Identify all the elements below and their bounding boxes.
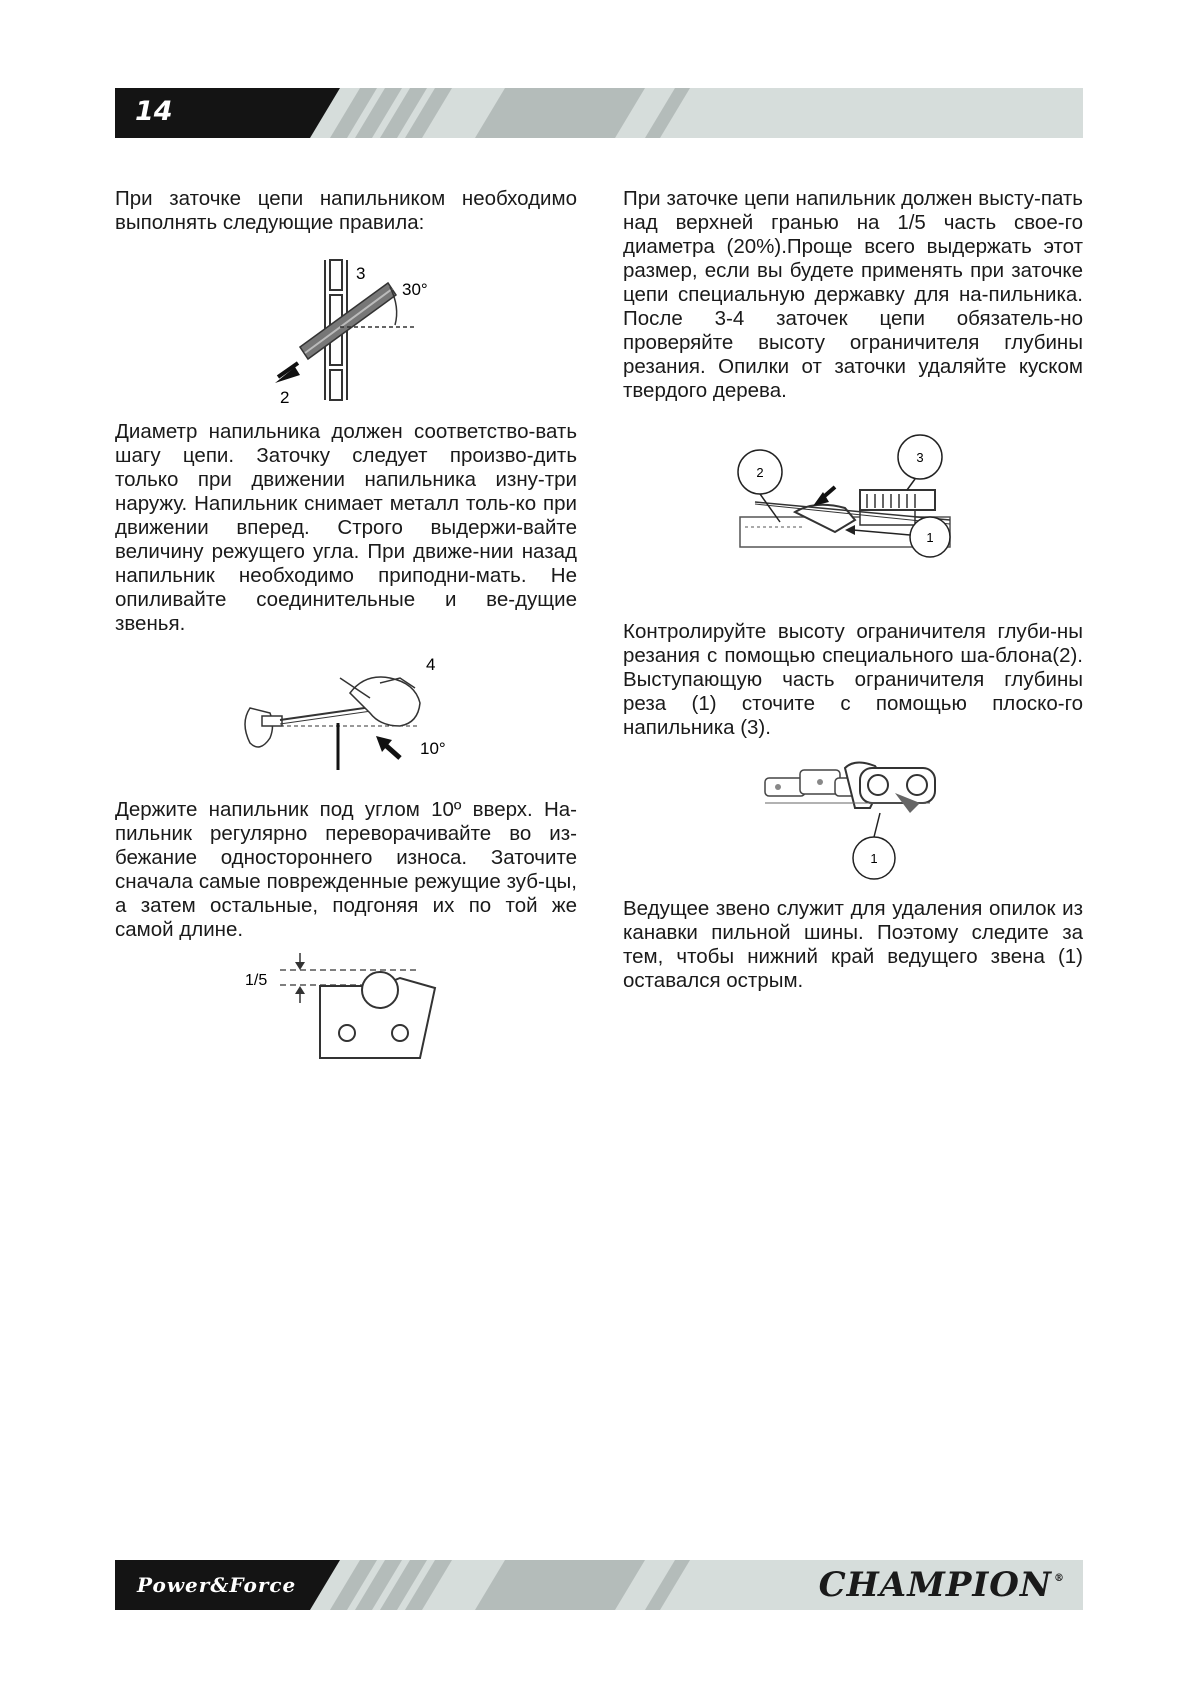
footer-band bbox=[115, 1560, 1083, 1610]
header-band bbox=[115, 88, 1083, 138]
right-paragraph-1: При заточке цепи напильник должен высту-пать над верхней гранью на 1/5 часть свое-го диаметра (20%).Проще всего выдержать этот размер, если вы будете применять при заточке цепи специальную державку для на-пильника. После 3-4 заточек цепи обязатель-но проверяйте высоту ограничителя глубины резания. Опилки от заточки удаляйте куском твердого дерева. bbox=[623, 187, 1083, 402]
figure-depth-gauge bbox=[735, 432, 965, 592]
fig2-label-4: 4 bbox=[426, 655, 436, 674]
fig1-label-2: 2 bbox=[280, 388, 290, 405]
champion-logo bbox=[819, 1565, 1065, 1605]
champion-logo-text: CHAMPION bbox=[818, 1565, 1052, 1605]
fig1-label-3: 3 bbox=[356, 264, 366, 283]
header-stripes bbox=[115, 88, 1083, 138]
figure-drive-link bbox=[760, 758, 940, 883]
trademark-symbol: ® bbox=[1054, 1573, 1065, 1584]
figure-file-angle-30 bbox=[270, 255, 450, 405]
left-paragraph-1: При заточке цепи напильником необходимо выполнять следующие правила: bbox=[115, 187, 577, 234]
fig4-callout-1: 1 bbox=[926, 530, 934, 545]
fig4-callout-2: 2 bbox=[756, 465, 764, 480]
left-paragraph-3: Держите напильник под углом 10º вверх. На-пильник регулярно переворачивайте во из-бежание одностороннего износа. Заточите сначала самые поврежденные режущие зуб-цы, а затем остальные, подгоняя их по той же самой длине. bbox=[115, 798, 577, 941]
fig5-callout-1: 1 bbox=[870, 851, 878, 866]
fig3-label-fraction: 1/5 bbox=[245, 972, 268, 989]
left-paragraph-2: Диаметр напильника должен соответство-вать шагу цепи. Заточку следует произво-дить только при движении напильника изну-три наружу. Напильник снимает металл толь-ко при движении вперед. Строго выдержи-вайте величину режущего угла. При движе-нии назад напильник необходимо приподни-мать. Не опиливайте соединительные и ве-дущие звенья. bbox=[115, 420, 577, 635]
page-number: 14 bbox=[135, 96, 173, 127]
power-force-logo: Power&Force bbox=[137, 1573, 297, 1597]
right-paragraph-2: Контролируйте высоту ограничителя глуби-ны резания с помощью специального ша-блона(2). Выступающую часть ограничителя глубины реза (1) сточите с помощью плоско-го напильника (3). bbox=[623, 620, 1083, 739]
right-paragraph-3: Ведущее звено служит для удаления опилок из канавки пильной шины. Поэтому следите за тем, чтобы нижний край ведущего звена (1) оставался острым. bbox=[623, 897, 1083, 992]
fig1-label-30: 30° bbox=[402, 280, 428, 299]
figure-file-angle-10 bbox=[240, 648, 460, 778]
fig2-label-10: 10° bbox=[420, 739, 446, 758]
fig4-callout-3: 3 bbox=[916, 450, 924, 465]
figure-file-one-fifth bbox=[240, 948, 440, 1068]
